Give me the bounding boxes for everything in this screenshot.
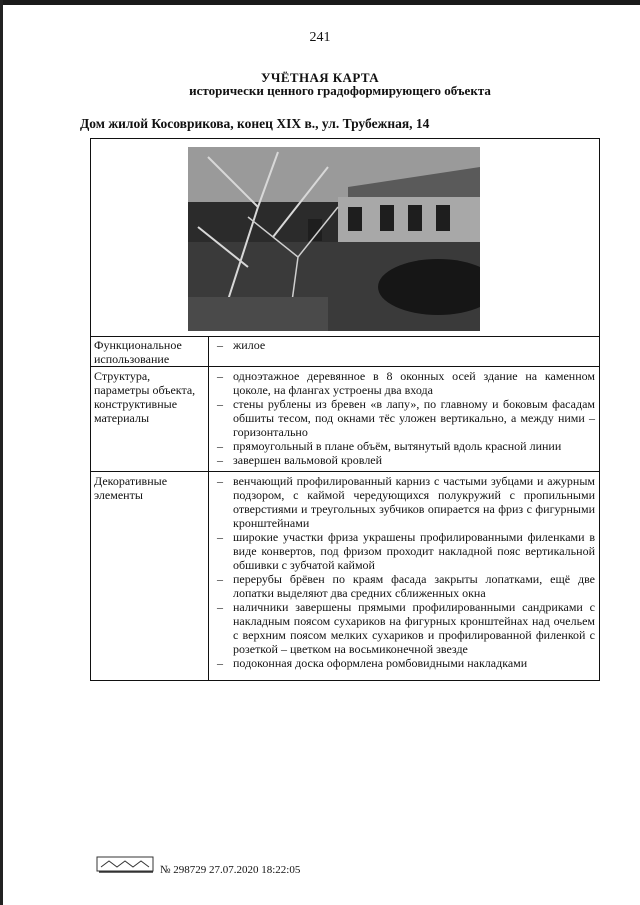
bullet-dash: – (217, 656, 223, 670)
card-subtitle: исторически ценного градоформирующего объекта (189, 83, 491, 98)
list-item-text: завершен вальмовой кровлей (233, 453, 383, 467)
bullet-dash: – (217, 600, 223, 614)
row-content (213, 472, 595, 670)
list-item-text: перерубы брёвен по краям фасада закрыты лопатками, ещё две лопатки выделяют два средних сближенных окна (233, 572, 595, 600)
bullet-dash: – (217, 439, 223, 453)
list-item (213, 600, 595, 656)
page-number: 241 (309, 30, 331, 45)
row-content (213, 367, 595, 467)
registration-stamp-icon (95, 853, 157, 875)
object-name: Дом жилой Косоврикова, конец XIX в., ул. Трубежная, 14 (80, 116, 430, 131)
list-item (213, 474, 595, 530)
bullet-dash: – (217, 369, 223, 383)
list-item-text: одноэтажное деревянное в 8 оконных осей здание на каменном цоколе, на флангах устроены два входа (233, 369, 595, 397)
row-label: Декоративные элементы (91, 472, 209, 680)
row-decorative (91, 472, 599, 680)
bullet-dash: – (217, 453, 223, 467)
list-item (213, 338, 595, 352)
list-item (213, 530, 595, 572)
row-functional-use (91, 336, 599, 367)
row-label: Функциональное использование (91, 336, 209, 366)
registration-footer: № 298729 27.07.2020 18:22:05 (160, 864, 301, 876)
photo-cell (91, 139, 599, 337)
list-item-text: жилое (233, 338, 266, 352)
bullet-dash: – (217, 572, 223, 586)
list-item-text: стены рублены из бревен «в лапу», по главному и боковым фасадам обшиты тесом, под окнами тёс уложен вертикально, а между ними – горизонтально (233, 397, 595, 439)
bullet-dash: – (217, 397, 223, 411)
record-card-table (90, 138, 600, 681)
list-item-text: прямоугольный в плане объём, вытянутый вдоль красной линии (233, 439, 562, 453)
card-title: УЧЁТНАЯ КАРТА (260, 70, 380, 85)
row-structure (91, 367, 599, 472)
bullet-dash: – (217, 474, 223, 488)
bullet-dash: – (217, 338, 223, 352)
list-item (213, 656, 595, 670)
list-item-text: наличники завершены прямыми профилированными сандриками с накладным поясом сухариков на фигурных кронштейнах над очельем с верхним поясом мелких сухариков и профилированной филенкой с розеткой – цветком на восьмиконечной звезде (233, 600, 595, 656)
list-item-text: широкие участки фриза украшены профилированными филенками в виде конвертов, под фризом проходит накладной пояс вертикальной обшивки с зубчатой каймой (233, 530, 595, 572)
house-photo (188, 147, 480, 331)
list-item (213, 397, 595, 439)
row-label: Структура, параметры объекта, конструктивные материалы (91, 367, 209, 471)
row-content (213, 336, 595, 352)
list-item (213, 572, 595, 600)
scan-top-edge (0, 0, 640, 5)
list-item (213, 439, 595, 453)
list-item (213, 453, 595, 467)
bullet-dash: – (217, 530, 223, 544)
list-item-text: подоконная доска оформлена ромбовидными накладками (233, 656, 528, 670)
scan-left-edge (0, 0, 3, 905)
list-item (213, 369, 595, 397)
list-item-text: венчающий профилированный карниз с частыми зубцами и ажурным подзором, с каймой чередующихся полукружий с пропильными отверстиями и треугольных зубчиков опирается на фриз с фигурными кронштейнами (233, 474, 595, 530)
